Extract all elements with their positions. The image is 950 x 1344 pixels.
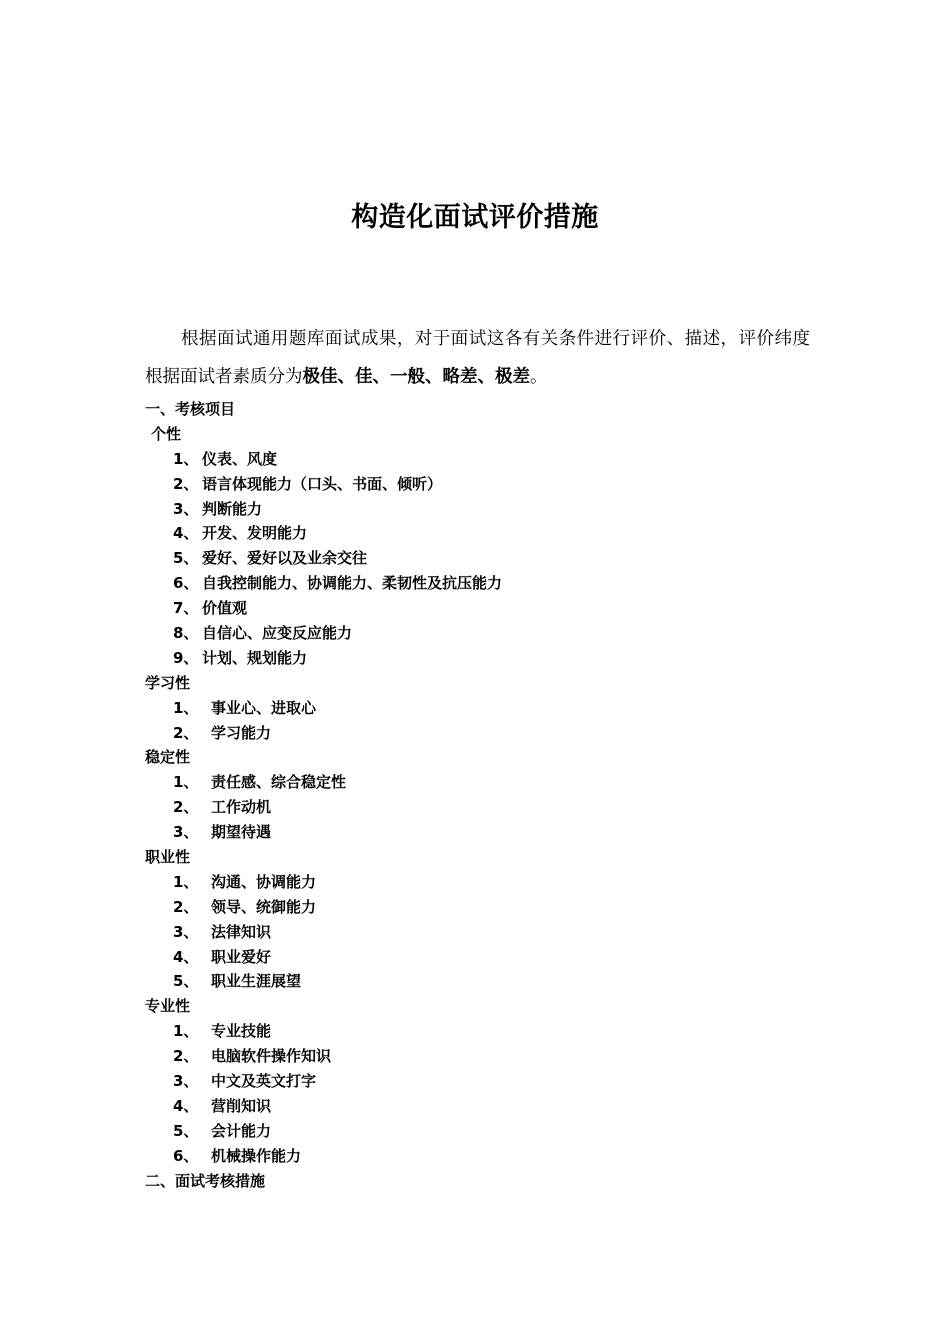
item-number: 1、: [173, 1022, 199, 1041]
list-item: [145, 770, 845, 795]
list-item: [145, 596, 845, 621]
category-personality: 个性: [151, 424, 182, 443]
item-label: 工作动机: [211, 798, 272, 817]
item-number: 3、: [173, 1072, 199, 1091]
item-label: 爱好、爱好以及业余交往: [202, 549, 368, 568]
list-item: [145, 895, 845, 920]
list-item: [145, 795, 845, 820]
rating-levels: 极佳、佳、一般、略差、极差: [302, 367, 530, 387]
item-number: 9、: [173, 648, 199, 667]
category-professionalism: 职业性: [145, 848, 191, 867]
list-item: [145, 1119, 845, 1144]
category-learning: 学习性: [145, 673, 191, 692]
item-label: 计划、规划能力: [202, 648, 308, 667]
item-label: 领导、统御能力: [211, 897, 317, 916]
list-item: [145, 1094, 845, 1119]
item-number: 3、: [173, 922, 199, 941]
intro-text: 根据面试通用题库面试成果，对于面试这各有关条件进行评价、描述，评价纬度根据面试者素质分为: [145, 329, 810, 387]
category-specialty: 专业性: [145, 997, 191, 1016]
list-item: [145, 721, 845, 746]
item-number: 6、: [173, 574, 199, 593]
item-label: 仪表、风度: [202, 449, 278, 468]
item-number: 3、: [173, 823, 199, 842]
item-label: 法律知识: [211, 922, 272, 941]
item-label: 职业生涯展望: [211, 972, 302, 991]
list-item: [145, 920, 845, 945]
intro-paragraph: [145, 320, 810, 396]
item-label: 电脑软件操作知识: [211, 1047, 332, 1066]
list-item: [145, 1069, 845, 1094]
item-number: 5、: [173, 972, 199, 991]
list-item: [145, 546, 845, 571]
item-label: 事业心、进取心: [211, 698, 317, 717]
item-label: 责任感、综合稳定性: [211, 773, 347, 792]
item-number: 5、: [173, 549, 199, 568]
list-item: [145, 820, 845, 845]
item-label: 会计能力: [211, 1121, 272, 1140]
item-number: 4、: [173, 524, 199, 543]
item-label: 语言体现能力（口头、书面、倾听）: [202, 474, 443, 493]
item-number: 6、: [173, 1146, 199, 1165]
item-number: 1、: [173, 872, 199, 891]
item-number: 7、: [173, 599, 199, 618]
list-item: [145, 447, 845, 472]
item-number: 2、: [173, 474, 199, 493]
list-item: [145, 472, 845, 497]
category-stability: 稳定性: [145, 748, 191, 767]
item-number: 4、: [173, 1096, 199, 1115]
section-heading-assessment-items: 一、考核项目: [145, 400, 236, 418]
list-item: [145, 696, 845, 721]
item-label: 中文及英文打字: [211, 1072, 317, 1091]
item-number: 1、: [173, 698, 199, 717]
section-heading-interview-methods: 二、面试考核措施: [145, 1171, 266, 1190]
list-item: [145, 969, 845, 994]
item-number: 1、: [173, 773, 199, 792]
item-label: 开发、发明能力: [202, 524, 308, 543]
item-number: 1、: [173, 449, 199, 468]
list-item: [145, 621, 845, 646]
list-item: [145, 571, 845, 596]
item-label: 判断能力: [202, 499, 263, 518]
list-item: [145, 1044, 845, 1069]
item-number: 2、: [173, 1047, 199, 1066]
item-label: 机械操作能力: [211, 1146, 302, 1165]
item-number: 3、: [173, 499, 199, 518]
item-label: 自我控制能力、协调能力、柔韧性及抗压能力: [202, 574, 503, 593]
item-number: 2、: [173, 723, 199, 742]
item-number: 2、: [173, 798, 199, 817]
item-number: 5、: [173, 1121, 199, 1140]
list-item: [145, 646, 845, 671]
item-label: 学习能力: [211, 723, 272, 742]
list-item: [145, 1144, 845, 1169]
document-title: 构造化面试评价措施: [351, 202, 599, 233]
item-label: 价值观: [202, 599, 248, 618]
list-item: [145, 870, 845, 895]
item-label: 营削知识: [211, 1096, 272, 1115]
item-number: 4、: [173, 947, 199, 966]
item-label: 专业技能: [211, 1022, 272, 1041]
item-label: 沟通、协调能力: [211, 872, 317, 891]
item-number: 8、: [173, 624, 199, 643]
list-item: [145, 1019, 845, 1044]
item-number: 2、: [173, 897, 199, 916]
item-label: 自信心、应变反应能力: [202, 624, 353, 643]
intro-end: 。: [530, 367, 548, 387]
list-item: [145, 521, 845, 546]
item-label: 期望待遇: [211, 823, 272, 842]
list-item: [145, 945, 845, 970]
assessment-outline: [145, 397, 845, 1194]
list-item: [145, 497, 845, 522]
item-label: 职业爱好: [211, 947, 272, 966]
